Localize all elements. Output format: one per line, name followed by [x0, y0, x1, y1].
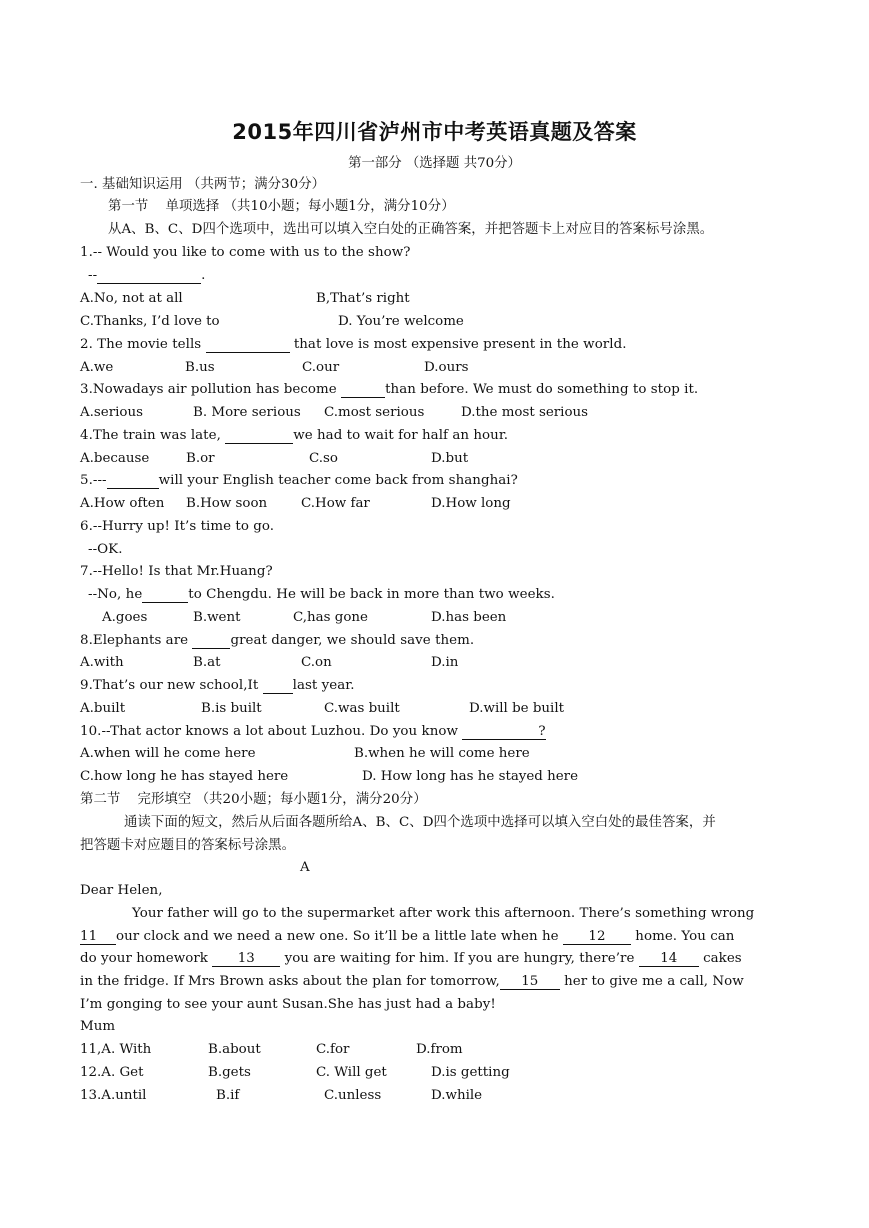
option: D. How long has he stayed here [362, 769, 578, 784]
question-text: 2. The movie tells [80, 337, 202, 352]
question-9 [80, 678, 355, 694]
passage-line: I’m gonging to see your aunt Susan.She has just had a baby! [80, 997, 496, 1012]
letter-greeting: Dear Helen, [80, 883, 163, 898]
option: D.the most serious [461, 405, 589, 420]
instructions: 通读下面的短文，然后从后面各题所给A、B、C、D四个选项中选择可以填入空白处的最佳答案，并 [124, 815, 716, 830]
option: B,That’s right [316, 291, 410, 306]
option: C.was built [324, 701, 400, 716]
passage-text: cakes [703, 951, 742, 966]
passage-text: in the fridge. If Mrs Brown asks about the plan for tomorrow, [80, 974, 500, 989]
option: D.has been [431, 610, 507, 625]
option: B.or [186, 451, 215, 466]
option: A.serious [80, 405, 143, 420]
question-text: than before. We must do something to stop it. [385, 382, 699, 397]
answer-blank [341, 383, 385, 398]
question-mark: ? [538, 724, 546, 739]
option: D.in [431, 655, 459, 670]
question-7-reply [88, 587, 555, 603]
question-8 [80, 633, 474, 649]
option: D.from [416, 1042, 463, 1057]
answer-blank [142, 588, 188, 603]
passage-text: her to give me a call, Now [564, 974, 744, 989]
dash: -- [88, 268, 98, 283]
instructions: 把答题卡对应题目的答案标号涂黑。 [80, 838, 296, 853]
option: B.us [185, 360, 215, 375]
question-3 [80, 382, 698, 398]
answer-blank: 12 [563, 930, 631, 945]
option: C.how long he has stayed here [80, 769, 289, 784]
option: B.went [193, 610, 241, 625]
answer-blank: 14 [639, 952, 699, 967]
option: A.built [80, 701, 126, 716]
option: C.Thanks, I’d love to [80, 314, 220, 329]
option: B.How soon [186, 496, 268, 511]
question-text: 9.That’s our new school,It [80, 678, 259, 693]
answer-blank: 13 [212, 952, 280, 967]
option: A.we [80, 360, 114, 375]
answer-blank: 15 [500, 975, 560, 990]
passage-line [80, 951, 742, 967]
answer-blank [107, 474, 159, 489]
question-text: 4.The train was late, [80, 428, 221, 443]
question-text: --No, he [88, 587, 143, 602]
option: A.because [80, 451, 150, 466]
option: B.about [208, 1042, 261, 1057]
letter-signature: Mum [80, 1019, 116, 1034]
option: A.No, not at all [80, 291, 183, 306]
option: C.How far [301, 496, 370, 511]
part-heading: 第一部分 （选择题 共70分） [348, 156, 521, 171]
question-6: 6.--Hurry up! It’s time to go. [80, 519, 275, 534]
question-7: 7.--Hello! Is that Mr.Huang? [80, 564, 273, 579]
question-10 [80, 724, 546, 740]
question-4 [80, 428, 508, 444]
option: D. You’re welcome [338, 314, 464, 329]
subsection-heading: 第一节 单项选择 （共10小题；每小题1分，满分10分） [108, 199, 455, 214]
question-text: will your English teacher come back from shanghai? [158, 473, 518, 488]
passage-text: you are waiting for him. If you are hungry, there’re [284, 951, 635, 966]
answer-blank [462, 725, 538, 740]
option: C.most serious [324, 405, 425, 420]
option: B.if [216, 1088, 240, 1103]
option: B.when he will come here [354, 746, 530, 761]
option: A.when will he come here [80, 746, 256, 761]
option: C. Will get [316, 1065, 387, 1080]
option: D.while [431, 1088, 483, 1103]
question-text: to Chengdu. He will be back in more than two weeks. [188, 587, 555, 602]
question-1-blank-line: -- . [88, 268, 206, 283]
section-heading: 一. 基础知识运用 （共两节；满分30分） [80, 177, 326, 192]
passage-line: Your father will go to the supermarket after work this afternoon. There’s something wrong [132, 906, 755, 921]
option: 13.A.until [80, 1088, 147, 1103]
option: C.unless [324, 1088, 382, 1103]
option: A.with [80, 655, 124, 670]
option: B.is built [201, 701, 262, 716]
question-text: 3.Nowadays air pollution has become [80, 382, 337, 397]
question-text: great danger, we should save them. [230, 633, 475, 648]
option: 12.A. Get [80, 1065, 144, 1080]
option: B. More serious [193, 405, 301, 420]
option: C.on [301, 655, 332, 670]
answer-blank: 11 [80, 930, 116, 945]
question-text: we had to wait for half an hour. [293, 428, 509, 443]
passage-text: our clock and we need a new one. So it’ll be a little late when he [116, 929, 559, 944]
option: D.but [431, 451, 469, 466]
answer-blank [97, 269, 201, 284]
option: A.How often [80, 496, 165, 511]
question-text: that love is most expensive present in the world. [293, 337, 627, 352]
passage-text: home. You can [635, 929, 735, 944]
passage-line [80, 929, 734, 945]
option: B.gets [208, 1065, 251, 1080]
question-6-reply: --OK. [88, 542, 123, 557]
instructions: 从A、B、C、D四个选项中，选出可以填入空白处的正确答案，并把答题卡上对应目的答案标号涂黑。 [108, 222, 714, 237]
question-1: 1.-- Would you like to come with us to the show? [80, 245, 411, 260]
option: D.How long [431, 496, 511, 511]
question-text: 5.--- [80, 473, 107, 488]
question-text: 10.--That actor knows a lot about Luzhou. Do you know [80, 724, 458, 739]
option: C.our [302, 360, 340, 375]
answer-blank [206, 338, 290, 353]
option: B.at [193, 655, 221, 670]
option: 11,A. With [80, 1042, 152, 1057]
option: D.is getting [431, 1065, 510, 1080]
option: C.for [316, 1042, 350, 1057]
answer-blank [263, 679, 293, 694]
passage-label: A [300, 860, 310, 875]
option: C.so [309, 451, 338, 466]
subsection-heading: 第二节 完形填空 （共20小题；每小题1分，满分20分） [80, 792, 427, 807]
option: A.goes [102, 610, 148, 625]
page-title: 2015年四川省泸州市中考英语真题及答案 [232, 120, 637, 144]
question-text: 8.Elephants are [80, 633, 189, 648]
passage-text: do your homework [80, 951, 208, 966]
question-text: last year. [292, 678, 355, 693]
option: D.will be built [469, 701, 564, 716]
answer-blank [192, 634, 230, 649]
option: D.ours [424, 360, 469, 375]
option: C,has gone [293, 610, 368, 625]
question-2 [80, 337, 627, 353]
question-5 [80, 473, 518, 489]
answer-blank [225, 429, 293, 444]
passage-line [80, 974, 744, 990]
